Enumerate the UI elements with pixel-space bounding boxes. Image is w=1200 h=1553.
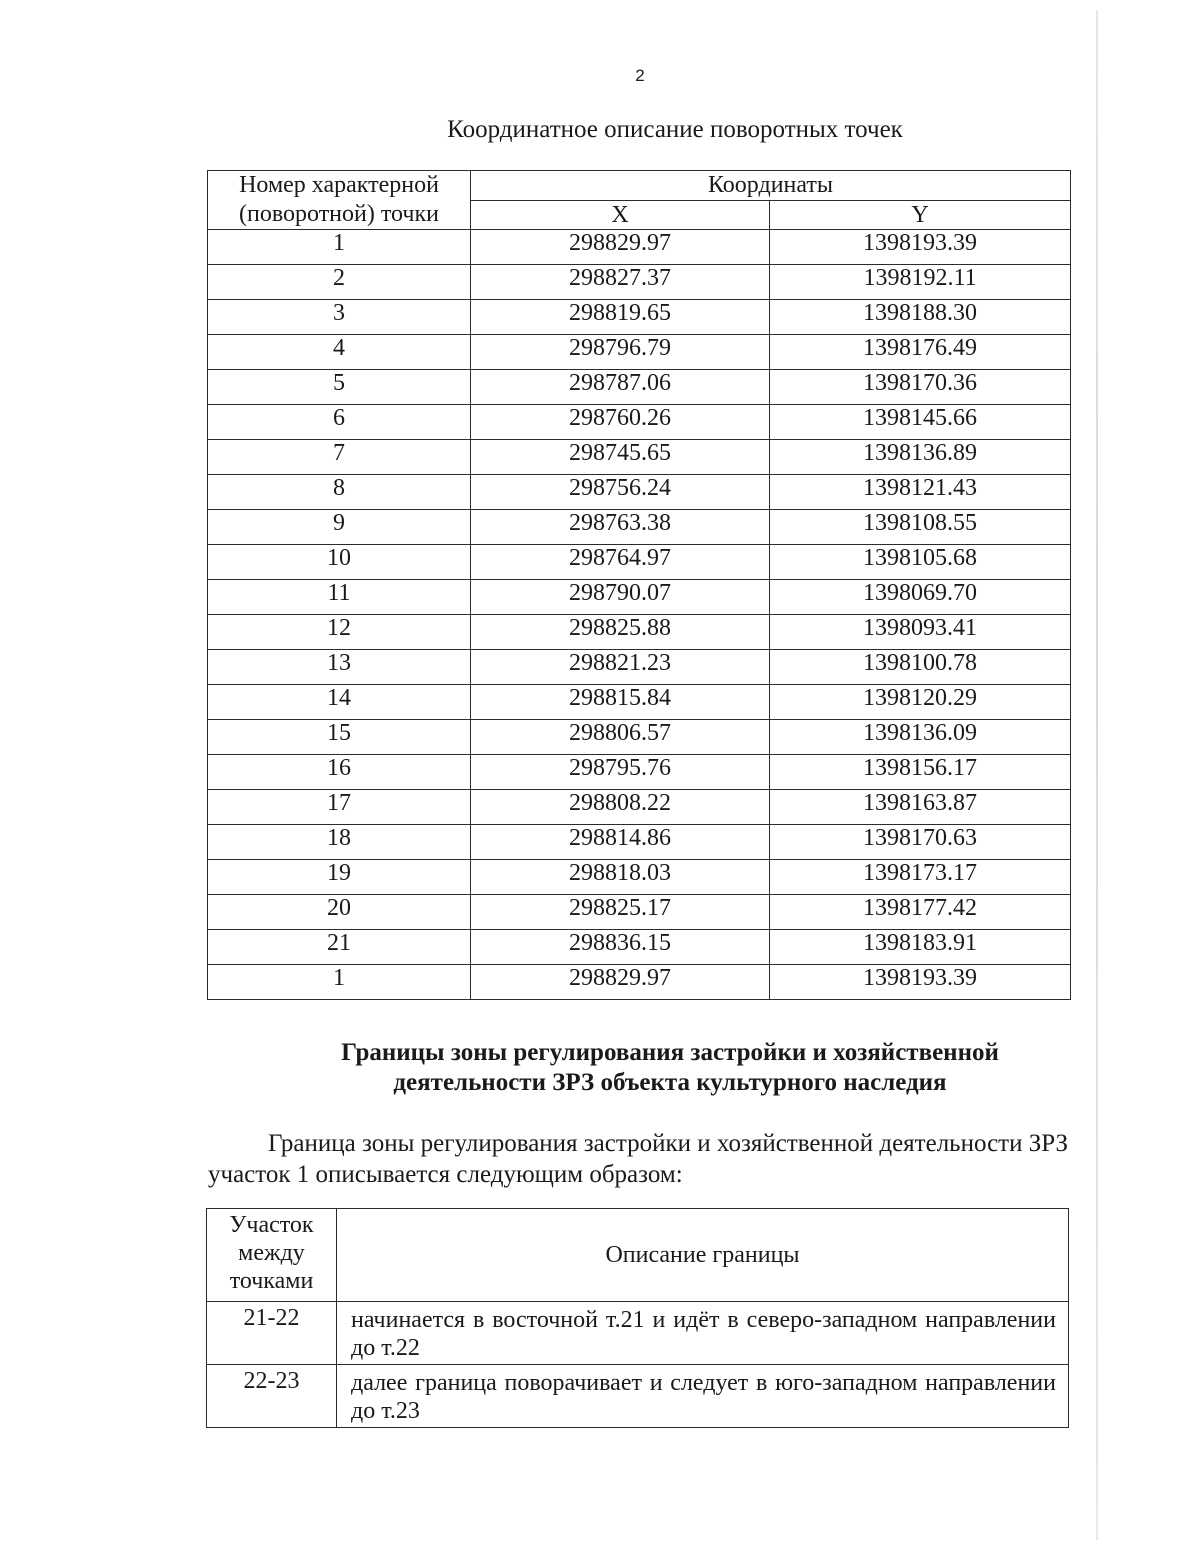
point-number-cell: 15 [208,720,471,755]
table-row [207,1302,1069,1365]
y-coordinate-cell: 1398136.09 [770,720,1071,755]
point-number-cell: 5 [208,370,471,405]
coord-caption: Координатное описание поворотных точек [447,116,903,143]
table-row [208,895,1071,930]
intro-paragraph: Граница зоны регулирования застройки и хозяйственной деятельности ЗРЗ участок 1 описывается следующим образом: [208,1130,1068,1188]
point-number-cell: 19 [208,860,471,895]
table-row [208,440,1071,475]
table-row [208,720,1071,755]
point-number-cell: 17 [208,790,471,825]
y-coordinate-cell: 1398173.17 [770,860,1071,895]
y-coordinate-cell: 1398177.42 [770,895,1071,930]
table-row [208,860,1071,895]
point-number-cell: 4 [208,335,471,370]
segment-cell: 21-22 [207,1302,337,1365]
point-number-cell: 11 [208,580,471,615]
y-coordinate-cell: 1398193.39 [770,230,1071,265]
point-number-cell: 14 [208,685,471,720]
x-coordinate-cell: 298796.79 [471,335,770,370]
table-row [208,335,1071,370]
y-coordinate-cell: 1398121.43 [770,475,1071,510]
table-row [208,510,1071,545]
page-number: 2 [635,66,645,85]
point-number-cell: 2 [208,265,471,300]
x-coordinate-cell: 298787.06 [471,370,770,405]
point-number-cell: 8 [208,475,471,510]
y-coordinate-cell: 1398193.39 [770,965,1071,1000]
y-coordinate-cell: 1398192.11 [770,265,1071,300]
point-number-cell: 9 [208,510,471,545]
x-coordinate-cell: 298819.65 [471,300,770,335]
x-coordinate-cell: 298745.65 [471,440,770,475]
y-coordinate-cell: 1398120.29 [770,685,1071,720]
table-row [208,545,1071,580]
x-coordinate-cell: 298814.86 [471,825,770,860]
x-header: X [471,200,770,230]
y-coordinate-cell: 1398170.36 [770,370,1071,405]
x-coordinate-cell: 298821.23 [471,650,770,685]
point-number-header: Номер характерной (поворотной) точки [208,171,471,230]
table-row [208,230,1071,265]
x-coordinate-cell: 298818.03 [471,860,770,895]
x-coordinate-cell: 298829.97 [471,965,770,1000]
scan-edge-line [1096,10,1098,1540]
y-coordinate-cell: 1398145.66 [770,405,1071,440]
point-number-cell: 7 [208,440,471,475]
x-coordinate-cell: 298760.26 [471,405,770,440]
point-number-cell: 21 [208,930,471,965]
x-coordinate-cell: 298790.07 [471,580,770,615]
table-row [208,475,1071,510]
description-cell: начинается в восточной т.21 и идёт в северо-западном направлении до т.22 [337,1302,1069,1365]
table-row [208,650,1071,685]
boundary-description-table [206,1208,1069,1428]
table-row [208,930,1071,965]
y-coordinate-cell: 1398176.49 [770,335,1071,370]
section-title [250,1038,1090,1098]
x-coordinate-cell: 298763.38 [471,510,770,545]
y-coordinate-cell: 1398093.41 [770,615,1071,650]
point-number-cell: 6 [208,405,471,440]
table-row [208,615,1071,650]
x-coordinate-cell: 298815.84 [471,685,770,720]
y-coordinate-cell: 1398183.91 [770,930,1071,965]
y-coordinate-cell: 1398069.70 [770,580,1071,615]
description-header: Описание границы [337,1209,1069,1302]
table-row [208,755,1071,790]
table-row [208,790,1071,825]
table-row [208,370,1071,405]
x-coordinate-cell: 298836.15 [471,930,770,965]
table-row [208,580,1071,615]
x-coordinate-cell: 298806.57 [471,720,770,755]
coordinates-table [207,170,1071,1000]
point-number-cell: 18 [208,825,471,860]
table-row [208,300,1071,335]
y-coordinate-cell: 1398136.89 [770,440,1071,475]
table-row [207,1365,1069,1428]
section-title-line-2: деятельности ЗРЗ объекта культурного наследия [393,1069,947,1096]
description-cell: далее граница поворачивает и следует в юго-западном направлении до т.23 [337,1365,1069,1428]
y-coordinate-cell: 1398156.17 [770,755,1071,790]
point-number-cell: 13 [208,650,471,685]
point-number-cell: 1 [208,230,471,265]
table-row [208,265,1071,300]
x-coordinate-cell: 298808.22 [471,790,770,825]
x-coordinate-cell: 298756.24 [471,475,770,510]
y-coordinate-cell: 1398105.68 [770,545,1071,580]
x-coordinate-cell: 298764.97 [471,545,770,580]
y-coordinate-cell: 1398108.55 [770,510,1071,545]
x-coordinate-cell: 298825.88 [471,615,770,650]
y-coordinate-cell: 1398170.63 [770,825,1071,860]
table-row [208,685,1071,720]
table-row [208,825,1071,860]
table-row [208,965,1071,1000]
y-coordinate-cell: 1398163.87 [770,790,1071,825]
segment-cell: 22-23 [207,1365,337,1428]
point-number-cell: 1 [208,965,471,1000]
x-coordinate-cell: 298829.97 [471,230,770,265]
y-coordinate-cell: 1398188.30 [770,300,1071,335]
point-number-cell: 16 [208,755,471,790]
coordinates-header: Координаты [471,171,1071,201]
table-row [208,405,1071,440]
section-title-line-1: Границы зоны регулирования застройки и хозяйственной [341,1039,999,1066]
point-number-cell: 20 [208,895,471,930]
segment-header: Участок между точками [207,1209,337,1302]
y-header: Y [770,200,1071,230]
x-coordinate-cell: 298825.17 [471,895,770,930]
x-coordinate-cell: 298827.37 [471,265,770,300]
point-number-cell: 12 [208,615,471,650]
x-coordinate-cell: 298795.76 [471,755,770,790]
y-coordinate-cell: 1398100.78 [770,650,1071,685]
point-number-cell: 10 [208,545,471,580]
point-number-cell: 3 [208,300,471,335]
